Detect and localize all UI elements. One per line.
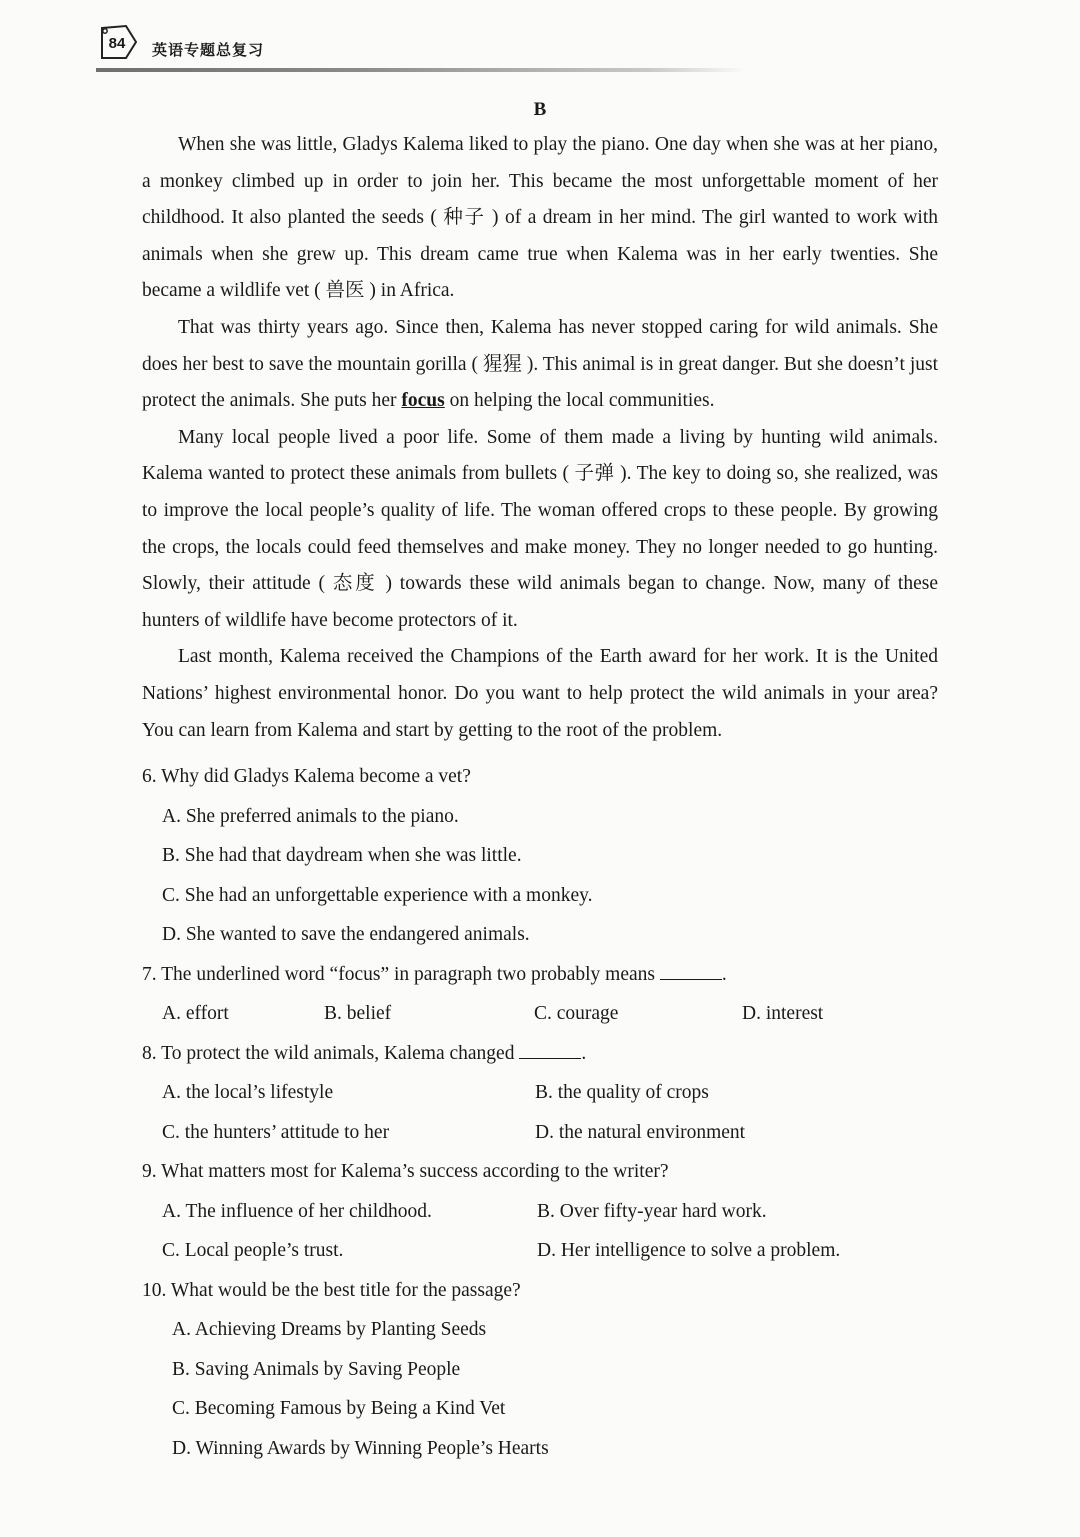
q7-end: .	[721, 963, 727, 985]
q9-option-b: B. Over fifty-year hard work.	[537, 1200, 767, 1222]
q8-options-row-2	[142, 1113, 942, 1153]
paragraph-2-before: That was thirty years ago. Since then, Kalema has never stopped caring for wild animals. She does her best to save the mountain gorilla ( 猩猩 ). This animal is in great danger. But she doesn’t just protect the animals. She puts her	[142, 316, 938, 412]
q6-options-b	[142, 836, 942, 876]
q8-option-d: D. the natural environment	[535, 1121, 746, 1143]
q7-option-a: A. effort	[162, 1003, 229, 1024]
q7-options	[142, 994, 942, 1034]
q10-options-d	[142, 1429, 942, 1469]
q6-option-b: B. She had that daydream when she was little.	[162, 845, 522, 866]
page-header	[96, 20, 746, 76]
book-title: 英语专题总复习	[152, 41, 265, 59]
paragraph-1: When she was little, Gladys Kalema liked to play the piano. One day when she was at her piano, a monkey climbed up in order to join her. This became the most unforgettable moment of her childhood. It also planted the seeds ( 种子 ) of a dream in her mind. The girl wanted to work with animals when she grew up. This dream came true when Kalema was in her early twenties. She became a wildlife vet ( 兽医 ) in Africa.	[142, 134, 938, 302]
q6-options-a	[142, 797, 942, 837]
q7-option-d: D. interest	[742, 1003, 824, 1024]
paragraph-2-after: on helping the local communities.	[444, 390, 715, 412]
page-number: 84	[108, 34, 126, 52]
q9-option-d: D. Her intelligence to solve a problem.	[537, 1240, 841, 1261]
q7-stem: 7. The underlined word “focus” in paragraph two probably means	[142, 963, 655, 985]
questions	[142, 757, 942, 1468]
paragraph-2	[142, 310, 938, 420]
reading-passage	[142, 127, 938, 749]
q9-option-c: C. Local people’s trust.	[162, 1240, 344, 1261]
q6-option-d: D. She wanted to save the endangered animals.	[162, 924, 530, 945]
q8-end: .	[581, 1042, 587, 1064]
page-number-badge	[96, 22, 138, 64]
q6-options-c	[142, 876, 942, 916]
q10-options-c	[142, 1389, 942, 1429]
underlined-word: focus	[401, 390, 445, 412]
q8-option-b: B. the quality of crops	[535, 1082, 709, 1103]
q8-option-c: C. the hunters’ attitude to her	[162, 1121, 390, 1143]
q9-option-a: A. The influence of her childhood.	[162, 1200, 432, 1222]
q9-options-row-1	[142, 1192, 942, 1232]
q7-option-c: C. courage	[534, 1003, 619, 1024]
header-rule	[96, 68, 746, 72]
question-9: 9. What matters most for Kalema’s success according to the writer?	[142, 1161, 669, 1182]
q10-options-b	[142, 1350, 942, 1390]
q6-options-d	[142, 915, 942, 955]
answer-blank	[660, 959, 722, 980]
q8-options-row-1	[142, 1073, 942, 1113]
q7-option-b: B. belief	[324, 1003, 392, 1024]
question-7	[142, 955, 942, 995]
q6-option-c: C. She had an unforgettable experience with a monkey.	[162, 884, 593, 906]
q10-option-b: B. Saving Animals by Saving People	[172, 1358, 461, 1380]
q8-stem: 8. To protect the wild animals, Kalema changed	[142, 1042, 515, 1064]
question-6: 6. Why did Gladys Kalema become a vet?	[142, 766, 471, 787]
paragraph-3: Many local people lived a poor life. Some of them made a living by hunting wild animals. Kalema wanted to protect these animals from bullets ( 子弹 ). The key to doing so, she realized, was to improve the local people’s quality of life. The woman offered crops to these people. By growing the crops, the locals could feed themselves and make money. They no longer needed to go hunting. Slowly, their attitude ( 态度 ) towards these wild animals began to change. Now, many of these hunters of wildlife have become protectors of it.	[142, 426, 938, 631]
section-letter: B	[533, 99, 547, 120]
answer-blank	[519, 1038, 581, 1059]
q10-option-a: A. Achieving Dreams by Planting Seeds	[172, 1319, 487, 1340]
question-10: 10. What would be the best title for the passage?	[142, 1279, 521, 1301]
q10-options-a	[142, 1310, 942, 1350]
q10-option-d: D. Winning Awards by Winning People’s Hearts	[172, 1437, 549, 1459]
q6-option-a: A. She preferred animals to the piano.	[162, 805, 459, 827]
question-8	[142, 1034, 942, 1074]
q9-options-row-2	[142, 1231, 942, 1271]
q8-option-a: A. the local’s lifestyle	[162, 1082, 334, 1103]
paragraph-4: Last month, Kalema received the Champions of the Earth award for her work. It is the United Nations’ highest environmental honor. Do you want to help protect the wild animals in your area? You can learn from Kalema and start by getting to the root of the problem.	[142, 646, 938, 741]
q10-option-c: C. Becoming Famous by Being a Kind Vet	[172, 1398, 506, 1419]
